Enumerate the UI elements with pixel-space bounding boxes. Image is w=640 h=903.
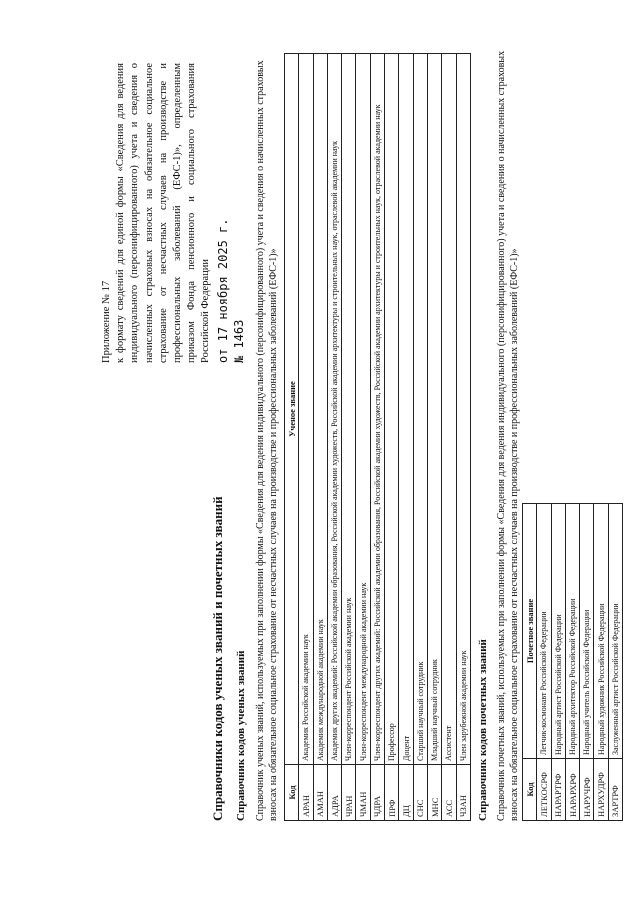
appendix-number: № 1463 bbox=[231, 319, 246, 363]
academic-subtitle: Справочник кодов ученых званий bbox=[235, 650, 247, 821]
name-cell: Член-корреспондент Российской академии наук bbox=[342, 54, 356, 765]
name-cell: Старший научный сотрудник bbox=[413, 54, 427, 765]
table-row bbox=[299, 54, 313, 821]
name-cell: Член-корреспондент других академий: Российской академии образования, Российской академии художеств, Российской академии архитектуры и строительных наук, отраслевой академии наук bbox=[370, 54, 384, 765]
table-row bbox=[342, 54, 356, 821]
appendix-header bbox=[100, 63, 246, 363]
code-cell: АСС bbox=[442, 765, 456, 821]
name-cell: Народный учитель Российской Федерации bbox=[580, 504, 594, 759]
table-row bbox=[551, 504, 565, 821]
code-cell: СНС bbox=[413, 765, 427, 821]
table-row bbox=[456, 54, 470, 821]
name-cell: Академик международной академии наук bbox=[313, 54, 327, 765]
column-header-code: Код bbox=[523, 759, 537, 821]
appendix-title: Приложение № 17 bbox=[101, 280, 112, 363]
table-row bbox=[370, 54, 384, 821]
name-cell: Народный артист Российской Федерации bbox=[551, 504, 565, 759]
name-cell: Профессор bbox=[385, 54, 399, 765]
table-row bbox=[565, 504, 579, 821]
name-cell: Академик Российской академии наук bbox=[299, 54, 313, 765]
page-title: Справочники кодов ученых званий и почетных званий bbox=[210, 496, 225, 821]
code-cell: ЧМАН bbox=[356, 765, 370, 821]
table-row bbox=[537, 504, 551, 821]
name-cell: Заслуженный артист Российской Федерации bbox=[608, 504, 622, 759]
table-row bbox=[442, 54, 456, 821]
honorary-titles-table bbox=[522, 503, 623, 821]
table-row bbox=[580, 504, 594, 821]
name-cell: Академик других академий: Российской академии образования, Российской академии художеств, Российской академии архитектуры и строительных наук, отраслевой академии наук bbox=[327, 54, 341, 765]
code-cell: ЧРАН bbox=[342, 765, 356, 821]
code-cell: НАРХУДРФ bbox=[594, 759, 608, 821]
table-row bbox=[313, 54, 327, 821]
name-cell: Младший научный сотрудник bbox=[427, 54, 441, 765]
code-cell: ЗАРТРФ bbox=[608, 759, 622, 821]
name-cell: Член-корреспондент международной академии наук bbox=[356, 54, 370, 765]
code-cell: АДРА bbox=[327, 765, 341, 821]
name-cell: Ассистент bbox=[442, 54, 456, 765]
name-cell: Летчик-космонавт Российской Федерации bbox=[537, 504, 551, 759]
code-cell: ДЦ bbox=[399, 765, 413, 821]
code-cell: АМАН bbox=[313, 765, 327, 821]
code-cell: МНС bbox=[427, 765, 441, 821]
code-cell: НАРУЧРФ bbox=[580, 759, 594, 821]
honorary-subtitle: Справочник кодов почетных званий bbox=[477, 639, 489, 821]
appendix-date: от 17 ноября 2025 г. bbox=[215, 218, 230, 363]
column-header-code: Код bbox=[285, 765, 299, 821]
name-cell: Член зарубежной академии наук bbox=[456, 54, 470, 765]
table-row bbox=[413, 54, 427, 821]
table-header-row bbox=[523, 504, 537, 821]
column-header-name: Почетное звание bbox=[523, 504, 537, 759]
code-cell: ЧДРА bbox=[370, 765, 384, 821]
table-row bbox=[385, 54, 399, 821]
table-row bbox=[608, 504, 622, 821]
academic-intro: Справочник ученых званий, используемых при заполнении формы «Сведения для ведения индивидуального (персонифицированного) учета и сведения о начисленных страховых взносах на обязательное социальное страхование от несчастных случаев на производстве и профессиональных заболеваний (ЕФС-1)» bbox=[255, 60, 279, 821]
code-cell: ЛЕТКОСРФ bbox=[537, 759, 551, 821]
name-cell: Народный архитектор Российской Федерации bbox=[565, 504, 579, 759]
column-header-name: Ученое звание bbox=[285, 54, 299, 765]
code-cell: АРАН bbox=[299, 765, 313, 821]
code-cell: НАРАРТРФ bbox=[551, 759, 565, 821]
appendix-text: к формату сведений для единой формы «Сведения для ведения индивидуального (персонифицированного) учета и сведения о начисленных страховых взносах на обязательное социальное страхование от несчастных случаев на производстве и профессиональных заболеваний (ЕФС-1)», определенным приказом Фонда пенсионного и социального страхования Российской Федерации bbox=[115, 63, 212, 363]
code-cell: ЧЗАН bbox=[456, 765, 470, 821]
name-cell: Доцент bbox=[399, 54, 413, 765]
code-cell: ПРФ bbox=[385, 765, 399, 821]
table-row bbox=[594, 504, 608, 821]
name-cell: Народный художник Российской Федерации bbox=[594, 504, 608, 759]
table-row bbox=[356, 54, 370, 821]
honorary-intro: Справочник почетных званий, используемых при заполнении формы «Сведения для ведения индивидуального (персонифицированного) учета и сведения о начисленных страховых взносах на обязательное социальное страхование от несчастных случаев на производстве и профессиональных заболеваний (ЕФС-1)» bbox=[496, 50, 520, 821]
table-header-row bbox=[285, 54, 299, 821]
table-row bbox=[327, 54, 341, 821]
academic-titles-table bbox=[284, 53, 471, 821]
table-row bbox=[427, 54, 441, 821]
table-row bbox=[399, 54, 413, 821]
code-cell: НАРАРХРФ bbox=[565, 759, 579, 821]
